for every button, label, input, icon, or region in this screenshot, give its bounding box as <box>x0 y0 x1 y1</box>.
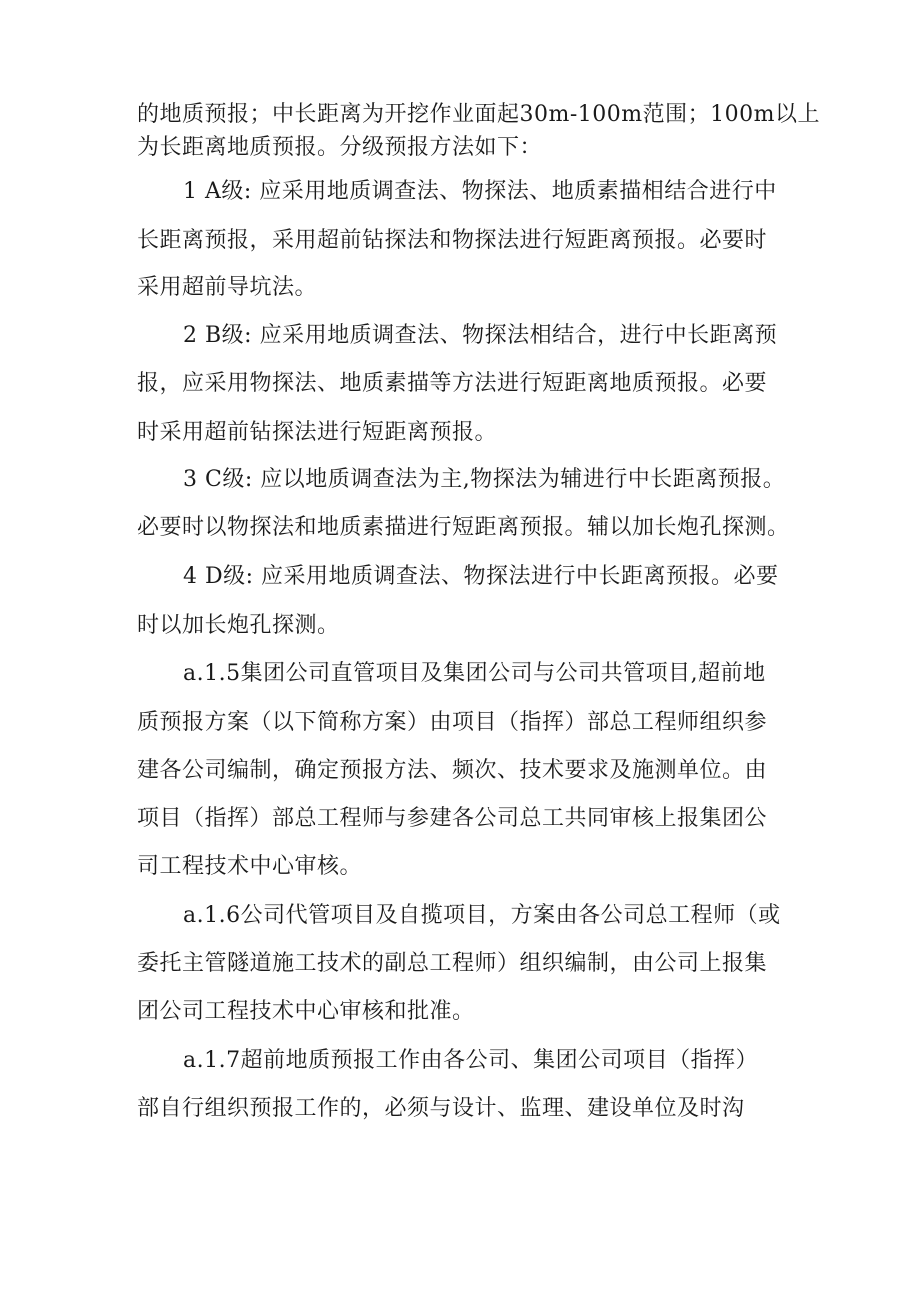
text-line: 1 A级: 应采用地质调查法、物探法、地质素描相结合进行中 <box>183 179 777 204</box>
text-line: 司工程技术中心审核。 <box>137 854 363 879</box>
text-line: 的地质预报；中长距离为开挖作业面起30m-100m范围；100m以上 <box>137 102 820 127</box>
text-line: 团公司工程技术中心审核和批准。 <box>137 999 475 1024</box>
text-line: 长距离预报，采用超前钻探法和物探法进行短距离预报。必要时 <box>137 228 768 253</box>
text-line: 质预报方案（以下简称方案）由项目（指挥）部总工程师组织参 <box>137 710 768 735</box>
text-line: a.1.7超前地质预报工作由各公司、集团公司项目（指挥） <box>183 1048 759 1073</box>
text-line: a.1.5集团公司直管项目及集团公司与公司共管项目,超前地 <box>183 661 766 686</box>
text-line: 时以加长炮孔探测。 <box>137 613 340 638</box>
text-line: 必要时以物探法和地质素描进行短距离预报。辅以加长炮孔探测。 <box>137 515 790 540</box>
text-line: 报，应采用物探法、地质素描等方法进行短距离地质预报。必要 <box>137 371 768 396</box>
text-line: 建各公司编制，确定预报方法、频次、技术要求及施测单位。由 <box>137 758 768 783</box>
text-line: 2 B级: 应采用地质调查法、物探法相结合，进行中长距离预 <box>183 323 778 348</box>
text-line: 4 D级: 应采用地质调查法、物探法进行中长距离预报。必要 <box>183 564 779 589</box>
text-line: 3 C级: 应以地质调查法为主,物探法为辅进行中长距离预报。 <box>183 467 786 492</box>
text-line: 项目（指挥）部总工程师与参建各公司总工共同审核上报集团公 <box>137 806 768 831</box>
text-line: 委托主管隧道施工技术的副总工程师）组织编制，由公司上报集 <box>137 951 768 976</box>
text-line: a.1.6公司代管项目及自揽项目，方案由各公司总工程师（或 <box>183 903 781 928</box>
text-line: 采用超前导坑法。 <box>137 275 318 300</box>
text-line: 部自行组织预报工作的，必须与设计、监理、建设单位及时沟 <box>137 1096 745 1121</box>
text-line: 时采用超前钻探法进行短距离预报。 <box>137 420 498 445</box>
text-line: 为长距离地质预报。分级预报方法如下： <box>137 135 543 160</box>
